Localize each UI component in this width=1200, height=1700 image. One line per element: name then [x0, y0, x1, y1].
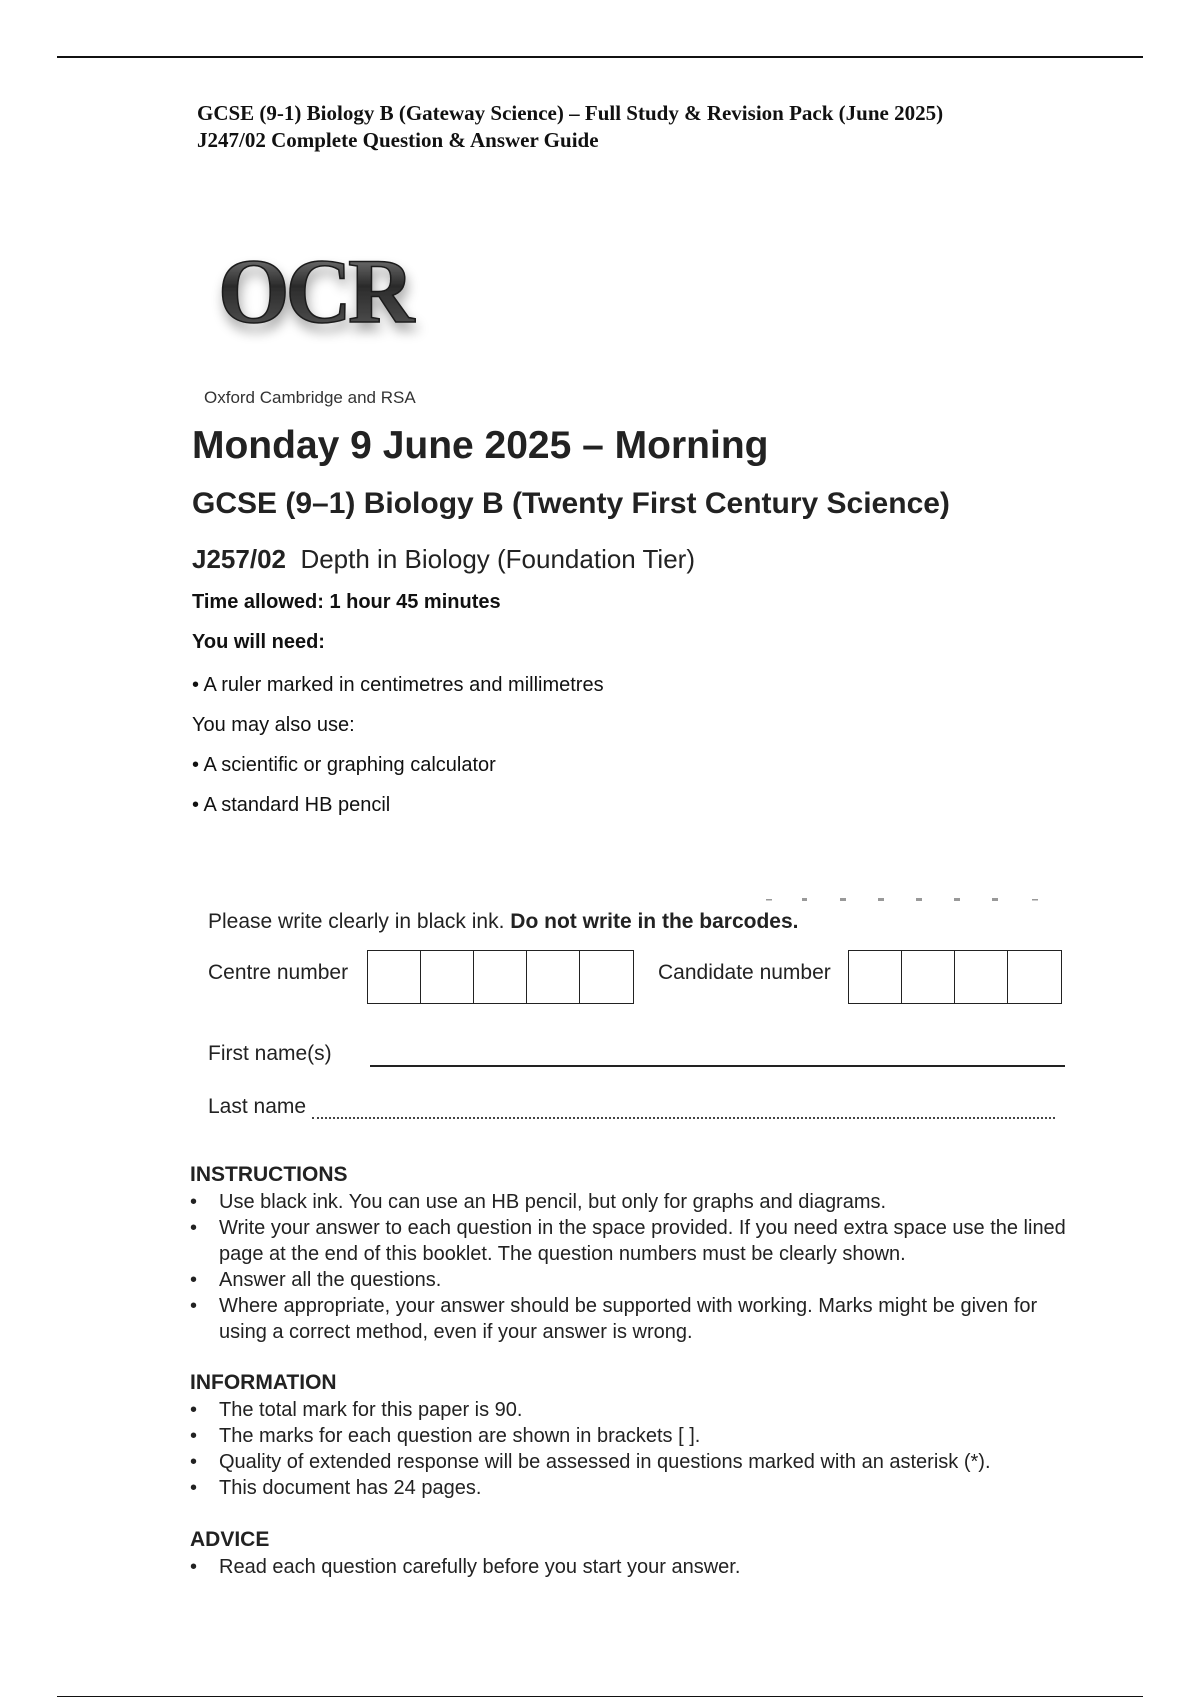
information-heading: INFORMATION	[190, 1371, 337, 1394]
paper-name: Depth in Biology (Foundation Tier)	[300, 544, 695, 574]
information-item: • The marks for each question are shown in brackets [ ].	[190, 1423, 1090, 1449]
ocr-logo-text: OCR	[218, 240, 411, 342]
information-section	[190, 1371, 1090, 1501]
also-item-calculator: • A scientific or graphing calculator	[192, 754, 496, 776]
bottom-rule	[57, 1696, 1143, 1697]
instruction-item: • Answer all the questions.	[190, 1267, 1090, 1293]
exam-title: GCSE (9–1) Biology B (Twenty First Century Science)	[192, 487, 950, 520]
need-heading: You will need:	[192, 631, 325, 653]
paper-code: J257/02	[192, 544, 286, 574]
information-item: • The total mark for this paper is 90.	[190, 1397, 1090, 1423]
header-line-2: J247/02 Complete Question & Answer Guide	[197, 128, 599, 152]
exam-date: Monday 9 June 2025 – Morning	[192, 424, 769, 467]
header-line-1: GCSE (9-1) Biology B (Gateway Science) – Full Study & Revision Pack (June 2025)	[197, 101, 944, 125]
need-item: • A ruler marked in centimetres and millimetres	[192, 674, 604, 696]
first-name-field[interactable]	[370, 1065, 1065, 1067]
document-header	[197, 100, 943, 154]
top-rule	[57, 56, 1143, 58]
candidate-number-boxes[interactable]	[848, 950, 1062, 1004]
exam-code-line	[192, 544, 695, 575]
ocr-logo-subtitle: Oxford Cambridge and RSA	[204, 388, 416, 407]
advice-heading: ADVICE	[190, 1528, 270, 1551]
barcode-marks	[760, 896, 1060, 904]
centre-number-box[interactable]	[580, 951, 633, 1003]
also-heading: You may also use:	[192, 714, 355, 736]
centre-number-box[interactable]	[474, 951, 527, 1003]
information-item: • This document has 24 pages.	[190, 1475, 1090, 1501]
candidate-intro-warning: Do not write in the barcodes.	[510, 910, 799, 933]
candidate-intro-text: Please write clearly in black ink.	[208, 910, 505, 933]
first-name-label: First name(s)	[208, 1042, 332, 1065]
instruction-item: • Use black ink. You can use an HB pencil, but only for graphs and diagrams.	[190, 1189, 1090, 1215]
centre-number-boxes[interactable]	[367, 950, 634, 1004]
also-item-pencil: • A standard HB pencil	[192, 794, 391, 816]
candidate-number-box[interactable]	[1008, 951, 1061, 1003]
centre-number-box[interactable]	[421, 951, 474, 1003]
ocr-logo	[210, 240, 490, 360]
centre-number-label: Centre number	[208, 961, 349, 984]
instruction-item: • Where appropriate, your answer should be supported with working. Marks might be given for using a correct method, even if your answer is wrong.	[190, 1293, 1090, 1345]
advice-section	[190, 1528, 1090, 1580]
last-name-field[interactable]	[312, 1117, 1055, 1119]
candidate-number-box[interactable]	[955, 951, 1008, 1003]
information-item: • Quality of extended response will be assessed in questions marked with an asterisk (*).	[190, 1449, 1090, 1475]
candidate-number-box[interactable]	[849, 951, 902, 1003]
instructions-heading: INSTRUCTIONS	[190, 1163, 348, 1186]
instructions-list	[190, 1189, 1090, 1345]
advice-item: • Read each question carefully before you start your answer.	[190, 1554, 1090, 1580]
time-allowed: Time allowed: 1 hour 45 minutes	[192, 591, 501, 613]
centre-number-box[interactable]	[527, 951, 580, 1003]
information-list	[190, 1397, 1090, 1501]
instructions-section	[190, 1163, 1090, 1345]
advice-list	[190, 1554, 1090, 1580]
instruction-item: • Write your answer to each question in the space provided. If you need extra space use the lined page at the end of this booklet. The question numbers must be clearly shown.	[190, 1215, 1090, 1267]
candidate-intro	[208, 910, 799, 934]
candidate-number-box[interactable]	[902, 951, 955, 1003]
centre-number-box[interactable]	[368, 951, 421, 1003]
last-name-label: Last name	[208, 1095, 307, 1118]
candidate-number-label: Candidate number	[658, 961, 831, 984]
